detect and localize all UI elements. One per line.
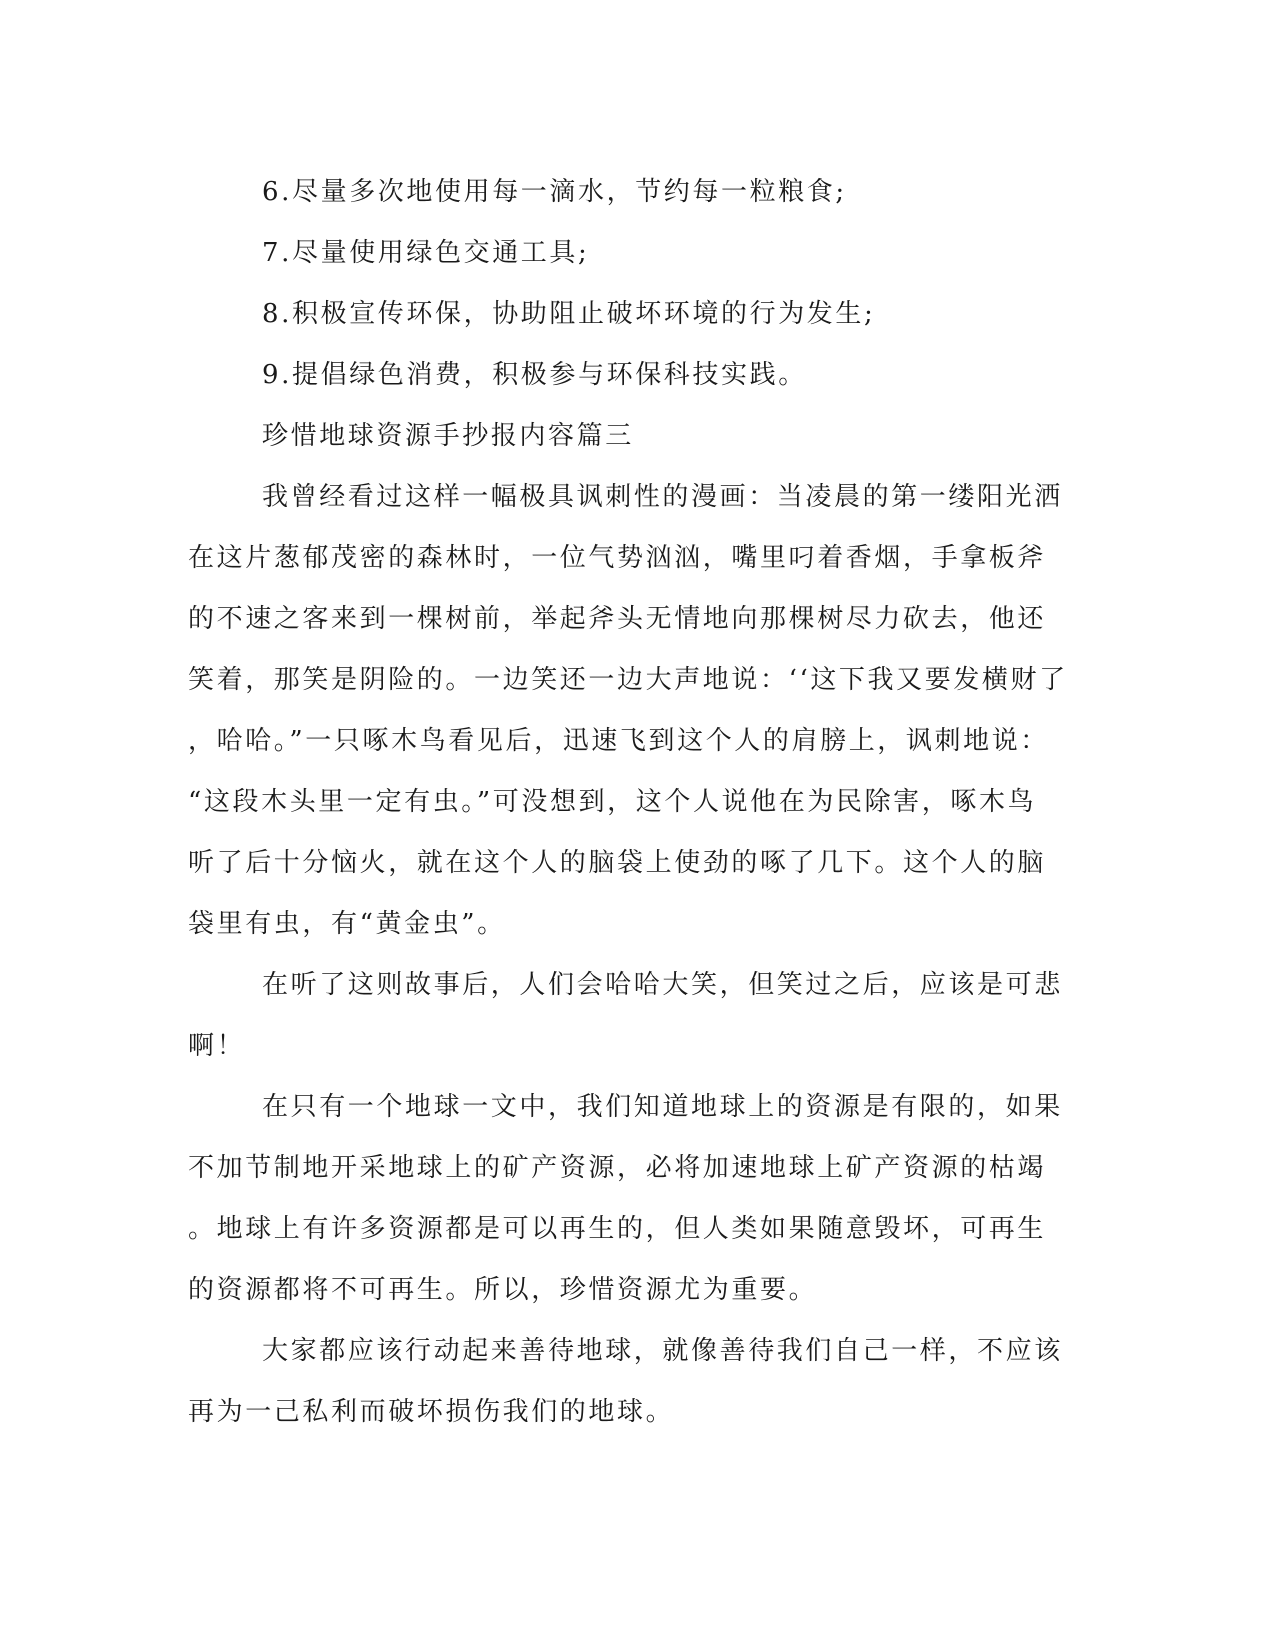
paragraph-resources <box>188 1077 1078 1321</box>
paragraph-woodpecker-story <box>188 467 1078 955</box>
section-title: 珍惜地球资源手抄报内容篇三 <box>262 421 634 451</box>
paragraph-line: “这段木头里一定有虫。”可没想到，这个人说他在为民除害，啄木鸟 <box>188 787 1037 817</box>
paragraph-line: 不加节制地开采地球上的矿产资源，必将加速地球上矿产资源的枯竭 <box>188 1153 1047 1183</box>
list-item-9: 9.提倡绿色消费，积极参与环保科技实践。 <box>262 360 807 390</box>
list-item-7: 7.尽量使用绿色交通工具; <box>262 238 590 268</box>
paragraph-conclusion <box>188 1321 1078 1443</box>
paragraph-line: 啊！ <box>188 1031 246 1061</box>
list-item-8: 8.积极宣传环保，协助阻止破坏环境的行为发生; <box>262 299 876 329</box>
paragraph-line: 我曾经看过这样一幅极具讽刺性的漫画：当凌晨的第一缕阳光洒 <box>262 482 1063 512</box>
paragraph-line: 大家都应该行动起来善待地球，就像善待我们自己一样，不应该 <box>262 1336 1063 1366</box>
paragraph-reflection <box>188 955 1078 1077</box>
paragraph-line: 。地球上有许多资源都是可以再生的，但人类如果随意毁坏，可再生 <box>188 1214 1047 1244</box>
paragraph-line: 的资源都将不可再生。所以，珍惜资源尤为重要。 <box>188 1275 818 1305</box>
paragraph-line: 的不速之客来到一棵树前，举起斧头无情地向那棵树尽力砍去，他还 <box>188 604 1047 634</box>
paragraph-line: 在听了这则故事后，人们会哈哈大笑，但笑过之后，应该是可悲 <box>262 970 1063 1000</box>
list-item-6: 6.尽量多次地使用每一滴水，节约每一粒粮食; <box>262 177 847 207</box>
document-body <box>188 162 1078 1443</box>
paragraph-line: 在只有一个地球一文中，我们知道地球上的资源是有限的，如果 <box>262 1092 1063 1122</box>
paragraph-line: 再为一己私利而破坏损伤我们的地球。 <box>188 1397 675 1427</box>
paragraph-line: 笑着，那笑是阴险的。一边笑还一边大声地说：‘‘这下我又要发横财了 <box>188 665 1068 695</box>
paragraph-line: 袋里有虫，有“黄金虫”。 <box>188 909 506 939</box>
paragraph-line: ，哈哈。”一只啄木鸟看见后，迅速飞到这个人的肩膀上，讽刺地说： <box>188 726 1049 756</box>
paragraph-line: 在这片葱郁茂密的森林时，一位气势汹汹，嘴里叼着香烟，手拿板斧 <box>188 543 1047 573</box>
paragraph-line: 听了后十分恼火，就在这个人的脑袋上使劲的啄了几下。这个人的脑 <box>188 848 1047 878</box>
